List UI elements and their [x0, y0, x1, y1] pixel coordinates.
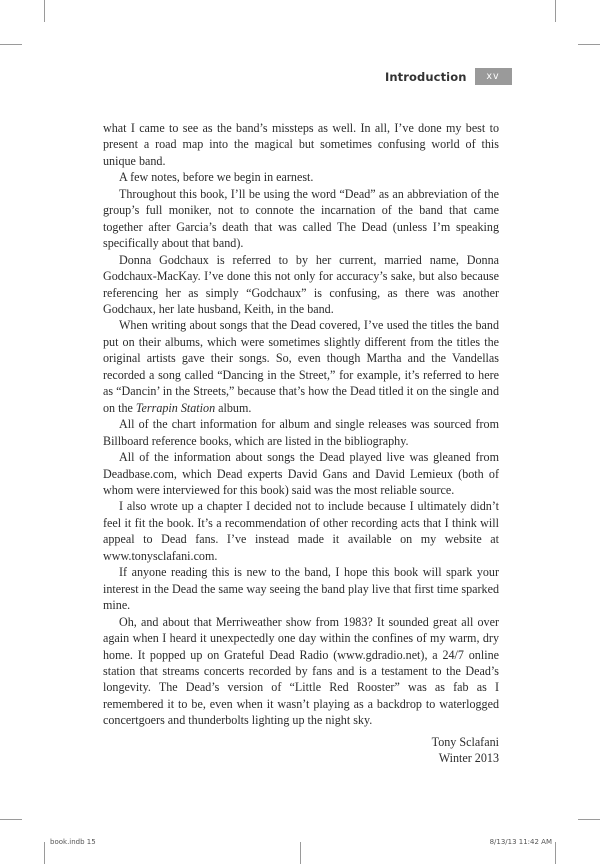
paragraph: Oh, and about that Merriweather show from 1983? It sounded great all over again when I heard it unexpectedly one day within the confines of my warm, dry home. It popped up on Grateful Dead Radio (www.gdradio.net), a 24/7 online station that streams concerts recorded by fans and is a testament to the Dead’s longevity. The Dead’s version of “Little Red Rooster” was as fab as I remembered it to be, even when it wasn’t playing as a backdrop to waterlogged concertgoers and thunderbolts lighting up the night sky.: [103, 614, 499, 728]
paragraph-text: When writing about songs that the Dead covered, I’ve used the titles the band put on their albums, which were sometimes slightly different from the titles the original artists gave their songs. So, even though Martha and the Vandellas recorded a song called “Dancing in the Street,” for example, it’s referred to here as “Dancin’ in the Streets,” because that’s how the Dead titled it on the single and on the: [103, 318, 499, 415]
paragraph: All of the information about songs the Dead played live was gleaned from Deadbase.com, which Dead experts David Gans and David Lemieux (both of whom were interviewed for this book) said was the most reliable source.: [103, 450, 499, 497]
crop-mark: [0, 44, 22, 45]
paragraph: Donna Godchaux is referred to by her current, married name, Donna Godchaux-MacKay. I’ve done this not only for accuracy’s sake, but also because referencing her as simply “Godchaux” is confusing, as there was another Godchaux, her late husband, Keith, in the band.: [103, 252, 499, 316]
running-head: [385, 68, 512, 85]
paragraph-text: album.: [215, 400, 252, 415]
paragraph-songs: [103, 317, 499, 416]
crop-mark: [555, 0, 556, 22]
paragraph: If anyone reading this is new to the band, I hope this book will spark your interest in the Dead the same way seeing the band play live that first time sparked mine.: [103, 565, 499, 613]
slug-timestamp: 8/13/13 11:42 AM: [489, 838, 552, 846]
album-title: Terrapin Station: [135, 400, 216, 415]
crop-mark: [44, 842, 45, 864]
page-number-badge: xv: [475, 68, 512, 85]
chapter-title: Introduction: [385, 69, 467, 84]
crop-mark: [578, 44, 600, 45]
crop-mark: [44, 0, 45, 22]
author-name: Tony Sclafani: [431, 735, 499, 749]
signature-date: Winter 2013: [438, 751, 499, 766]
crop-mark: [0, 819, 22, 820]
crop-mark: [300, 842, 301, 864]
slug-file: book.indb 15: [50, 838, 96, 846]
paragraph: I also wrote up a chapter I decided not to include because I ultimately didn’t feel it fit the book. It’s a recommendation of other recording acts that I think will appeal to Dead fans. I’ve instead made it available on my website at www.tonysclafani.com.: [103, 499, 499, 563]
crop-mark: [578, 819, 600, 820]
paragraph: Throughout this book, I’ll be using the word “Dead” as an abbreviation of the group’s full moniker, not to connote the incarnation of the band that came together after Garcia’s death that was called The Dead (unless I’m speaking specifically about that band).: [103, 186, 499, 251]
paragraph: All of the chart information for album and single releases was sourced from Billboard reference books, which are listed in the bibliography.: [103, 417, 499, 448]
paragraph: A few notes, before we begin in earnest.: [119, 170, 314, 185]
body-text: [103, 120, 499, 729]
crop-mark: [555, 842, 556, 864]
signature: [432, 734, 499, 767]
paragraph: what I came to see as the band’s missteps as well. In all, I’ve done my best to present a road map into the magical but sometimes confusing world of this unique band.: [103, 121, 499, 168]
